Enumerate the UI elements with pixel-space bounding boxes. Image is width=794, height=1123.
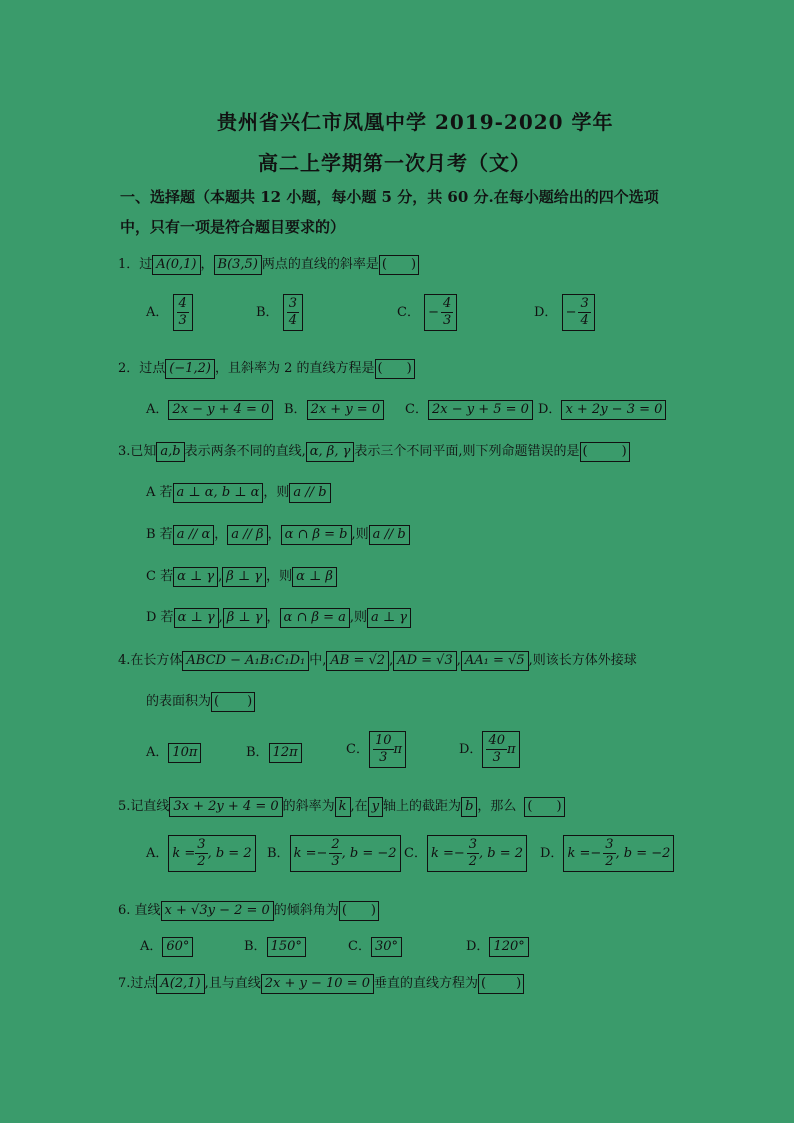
math-box: $\frac{40}{3}$ π <box>482 731 519 768</box>
answer-blank[interactable]: ( ) <box>580 442 630 462</box>
option-text: ,则 <box>351 527 369 542</box>
q1-option-d[interactable] <box>534 294 595 331</box>
q5-option-d[interactable] <box>540 835 674 872</box>
math-box: ABCD − A₁B₁C₁D₁ <box>182 651 309 671</box>
math-box: B(3,5) <box>214 255 262 275</box>
q1-option-a[interactable] <box>146 294 193 331</box>
question-text: 3.已知 <box>118 444 157 459</box>
math-box: 2x − y + 4 = 0 <box>168 400 273 420</box>
option-label: C． <box>405 402 428 417</box>
q5-option-c[interactable] <box>404 835 527 872</box>
question-5 <box>118 795 565 817</box>
q2-option-a[interactable] <box>146 398 273 420</box>
math-box: AD = √3 <box>393 651 457 671</box>
section-heading-line2: 中，只有一项是符合题目要求的） <box>120 218 346 236</box>
section-heading-line1: 一、选择题（本题共 12 小题，每小题 5 分，共 60 分.在每小题给出的四个选项 <box>120 188 659 206</box>
math-box: AA₁ = √5 <box>461 651 529 671</box>
math-box: α ⊥ γ <box>173 567 218 587</box>
question-2 <box>118 357 415 379</box>
math-box: k = − $\frac{2}{3}$ , b = −2 <box>290 835 401 872</box>
math-box: − $\frac{3}{4}$ <box>562 294 595 331</box>
question-text: 表示三个不同平面,则下列命题错误的是 <box>354 444 580 459</box>
math-box: A(0,1) <box>152 255 200 275</box>
question-text: ,在 <box>350 799 368 814</box>
option-text: ，则 <box>263 485 290 500</box>
math-box: α ⊥ γ <box>174 608 219 628</box>
option-label: A． <box>146 846 169 861</box>
option-label: B． <box>267 846 290 861</box>
option-label: A． <box>146 745 169 760</box>
option-label: B． <box>246 745 269 760</box>
math-box: b <box>461 797 477 817</box>
math-box: a,b <box>156 442 184 462</box>
q2-option-d[interactable] <box>538 398 666 420</box>
question-text: 7.过点 <box>118 976 157 991</box>
option-text: ， <box>266 610 280 625</box>
option-label: D． <box>534 305 558 320</box>
option-text: ,则 <box>349 610 368 625</box>
question-text: 1．过 <box>118 257 153 272</box>
math-box: k <box>335 797 351 817</box>
question-7 <box>118 972 524 994</box>
question-4-line2 <box>146 690 255 712</box>
question-text: 4.在长方体 <box>118 653 183 668</box>
question-text: 6. 直线 <box>118 903 161 918</box>
option-label: D． <box>538 402 562 417</box>
math-box: k = − $\frac{3}{2}$ , b = 2 <box>427 835 527 872</box>
option-label: A． <box>146 402 169 417</box>
q2-option-b[interactable] <box>284 398 384 420</box>
question-text: 的表面积为 <box>146 694 212 709</box>
option-label: B． <box>256 305 279 320</box>
math-box: a ⊥ α, b ⊥ α <box>173 483 264 503</box>
option-label: C． <box>397 305 420 320</box>
question-text: ，且斜率为 2 的直线方程是 <box>215 361 375 376</box>
math-box: α ∩ β = a <box>280 608 350 628</box>
question-text: 中, <box>309 653 327 668</box>
q6-option-a[interactable] <box>140 935 193 957</box>
math-box: 2x + y = 0 <box>307 400 385 420</box>
math-box: $\frac{4}{3}$ <box>173 294 193 331</box>
answer-blank[interactable]: ( ) <box>379 255 419 275</box>
math-box: 120° <box>489 937 528 957</box>
q4-option-b[interactable] <box>246 741 302 763</box>
question-text: 的倾斜角为 <box>273 903 339 918</box>
question-text: 两点的直线的斜率是 <box>261 257 379 272</box>
math-box: α, β, γ <box>306 442 355 462</box>
option-label: B． <box>284 402 307 417</box>
question-text: 垂直的直线方程为 <box>374 976 479 991</box>
q5-option-b[interactable] <box>267 835 401 872</box>
math-box: k = − $\frac{3}{2}$ , b = −2 <box>563 835 674 872</box>
math-box: a // α <box>173 525 215 545</box>
question-text: 5.记直线 <box>118 799 170 814</box>
math-box: α ∩ β = b <box>281 525 352 545</box>
math-box: a // b <box>289 483 330 503</box>
option-label: D 若 <box>146 610 174 625</box>
option-label: B． <box>244 939 267 954</box>
math-box: x + 2y − 3 = 0 <box>561 400 666 420</box>
option-text: ， <box>214 527 228 542</box>
answer-blank[interactable]: ( ) <box>524 797 564 817</box>
answer-blank[interactable]: ( ) <box>478 974 524 994</box>
page-title-line1: 贵州省兴仁市凤凰中学 2019-2020 学年 <box>217 110 614 134</box>
q5-option-a[interactable] <box>146 835 256 872</box>
math-box: k = $\frac{3}{2}$ , b = 2 <box>168 835 255 872</box>
question-text: 2．过点 <box>118 361 166 376</box>
option-label: A 若 <box>146 485 173 500</box>
math-box: a // b <box>369 525 410 545</box>
answer-blank[interactable]: ( ) <box>339 901 379 921</box>
answer-blank[interactable]: ( ) <box>211 692 255 712</box>
q3-option-d[interactable] <box>146 606 411 628</box>
option-label: A． <box>140 939 163 954</box>
math-box: y <box>368 797 383 817</box>
q6-option-b[interactable] <box>244 935 306 957</box>
math-box: A(2,1) <box>156 974 204 994</box>
page-title-line2: 高二上学期第一次月考（文） <box>258 151 531 175</box>
question-text: ，那么 <box>477 799 517 814</box>
math-box: $\frac{3}{4}$ <box>283 294 303 331</box>
math-box: 10π <box>168 743 201 763</box>
math-box: α ⊥ β <box>292 567 337 587</box>
question-4 <box>118 649 637 671</box>
math-box: 60° <box>162 937 193 957</box>
q3-option-a[interactable] <box>146 481 331 503</box>
option-text: , <box>218 610 223 625</box>
q1-option-c[interactable] <box>397 294 457 331</box>
q2-option-c[interactable] <box>405 398 533 420</box>
option-label: C． <box>404 846 427 861</box>
q6-option-c[interactable] <box>348 935 402 957</box>
answer-blank[interactable]: ( ) <box>375 359 415 379</box>
option-label: D． <box>540 846 564 861</box>
question-text: ， <box>200 257 214 272</box>
math-box: 30° <box>371 937 402 957</box>
option-label: C． <box>348 939 371 954</box>
math-box: 2x + y − 10 = 0 <box>261 974 374 994</box>
option-label: D． <box>466 939 490 954</box>
q4-option-c[interactable] <box>346 731 406 768</box>
question-text: 轴上的截距为 <box>383 799 462 814</box>
math-box: 3x + 2y + 4 = 0 <box>169 797 282 817</box>
option-label: C 若 <box>146 569 174 584</box>
math-box: a ⊥ γ <box>367 608 411 628</box>
q3-option-c[interactable] <box>146 565 337 587</box>
math-box: 2x − y + 5 = 0 <box>428 400 533 420</box>
math-box: β ⊥ γ <box>223 608 267 628</box>
question-text: 表示两条不同的直线, <box>184 444 306 459</box>
question-text: 的斜率为 <box>282 799 335 814</box>
q3-option-b[interactable] <box>146 523 410 545</box>
q4-option-d[interactable] <box>459 731 520 768</box>
option-label: C． <box>346 742 369 757</box>
option-text: , <box>218 569 223 584</box>
question-text: , <box>389 653 394 668</box>
question-3 <box>118 440 630 462</box>
math-box: $\frac{10}{3}$ π <box>369 731 406 768</box>
math-box: 12π <box>269 743 302 763</box>
math-box: − $\frac{4}{3}$ <box>424 294 457 331</box>
math-box: AB = √2 <box>326 651 389 671</box>
q4-option-a[interactable] <box>146 741 201 763</box>
question-text: ,则该长方体外接球 <box>528 653 637 668</box>
option-text: ，则 <box>266 569 293 584</box>
q1-option-b[interactable] <box>256 294 303 331</box>
math-box: x + √3y − 2 = 0 <box>161 901 274 921</box>
math-box: a // β <box>227 525 267 545</box>
math-box: β ⊥ γ <box>222 567 266 587</box>
option-text: ， <box>267 527 281 542</box>
question-text: ,且与直线 <box>204 976 261 991</box>
math-box: 150° <box>267 937 306 957</box>
option-label: A． <box>146 305 169 320</box>
question-text: , <box>456 653 461 668</box>
option-label: D． <box>459 742 483 757</box>
q6-option-d[interactable] <box>466 935 529 957</box>
option-label: B 若 <box>146 527 173 542</box>
question-1 <box>118 253 419 275</box>
question-6 <box>118 899 379 921</box>
math-box: (−1,2) <box>165 359 215 379</box>
